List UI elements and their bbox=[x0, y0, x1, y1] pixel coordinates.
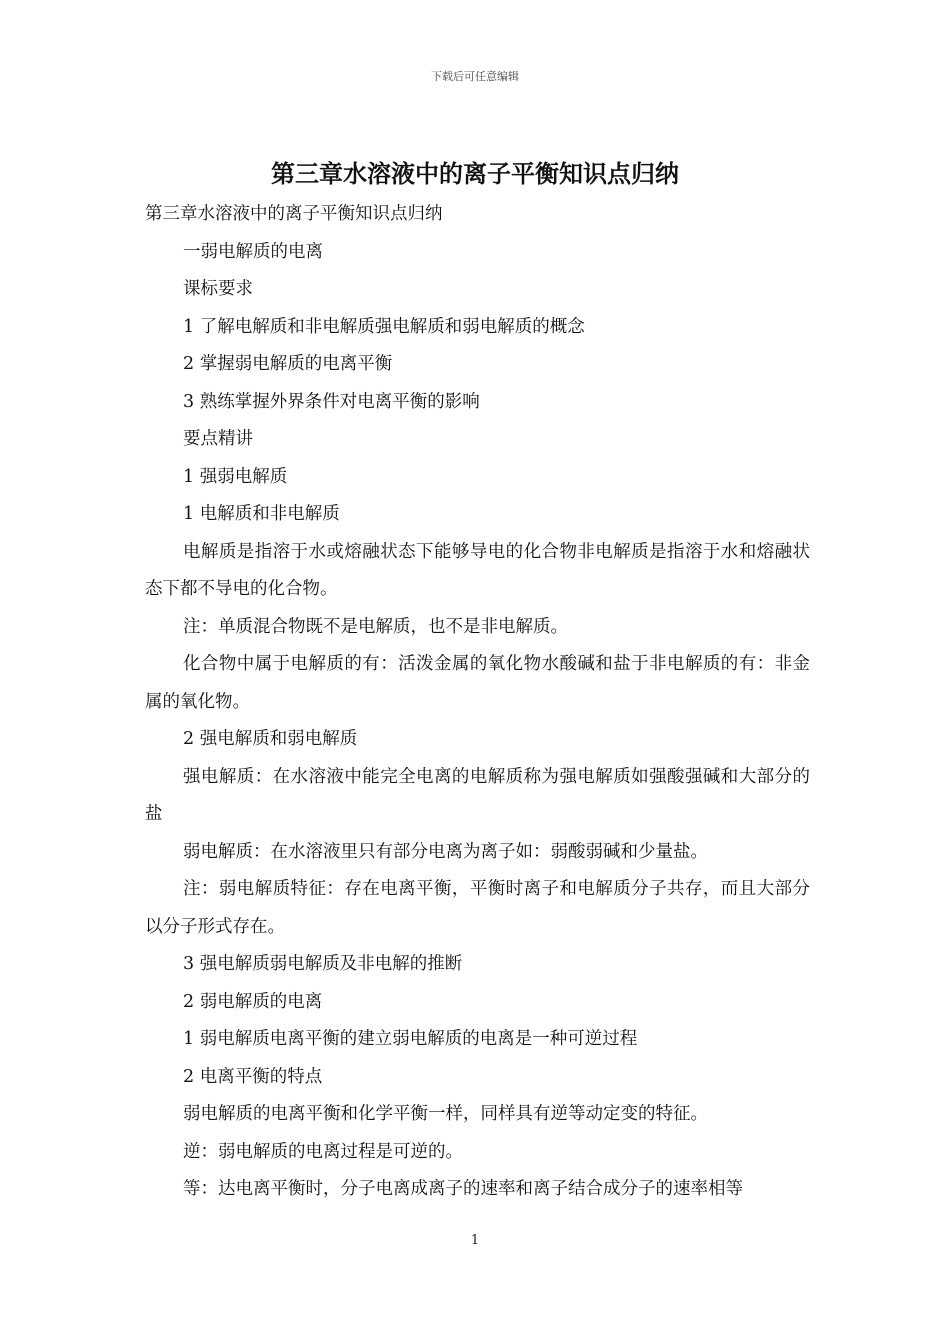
page-number: 1 bbox=[470, 1233, 480, 1248]
paragraph: 2 强电解质和弱电解质 bbox=[183, 729, 358, 749]
paragraph: 1 了解电解质和非电解质强电解质和弱电解质的概念 bbox=[183, 316, 585, 337]
paragraph: 等：达电离平衡时，分子电离成离子的速率和离子结合成分子的速率相等 bbox=[183, 1179, 743, 1199]
paragraph: 一弱电解质的电离 bbox=[183, 241, 323, 262]
paragraph: 2 弱电解质的电离 bbox=[183, 991, 323, 1012]
paragraph: 弱电解质：在水溶液里只有部分电离为离子如：弱酸弱碱和少量盐。 bbox=[183, 841, 708, 862]
paragraph: 逆：弱电解质的电离过程是可逆的。 bbox=[183, 1141, 463, 1162]
paragraph: 注：单质混合物既不是电解质，也不是非电解质。 bbox=[183, 616, 568, 637]
document-title: 第三章水溶液中的离子平衡知识点归纳 bbox=[271, 160, 679, 188]
paragraph: 3 强电解质弱电解质及非电解的推断 bbox=[183, 954, 463, 974]
paragraph: 1 弱电解质电离平衡的建立弱电解质的电离是一种可逆过程 bbox=[183, 1029, 638, 1049]
paragraph: 2 电离平衡的特点 bbox=[183, 1066, 323, 1087]
paragraph: 化合物中属于电解质的有：活泼金属的氧化物水酸碱和盐于非电解质的有：非金属的氧化物。 bbox=[145, 654, 810, 712]
paragraph: 3 熟练掌握外界条件对电离平衡的影响 bbox=[183, 391, 480, 412]
paragraph: 第三章水溶液中的离子平衡知识点归纳 bbox=[145, 204, 443, 224]
paragraph: 2 掌握弱电解质的电离平衡 bbox=[183, 354, 393, 374]
document-body bbox=[145, 196, 810, 1209]
paragraph: 要点精讲 bbox=[183, 429, 253, 449]
paragraph: 电解质是指溶于水或熔融状态下能够导电的化合物非电解质是指溶于水和熔融状态下都不导电的化合物。 bbox=[145, 541, 810, 599]
paragraph: 注：弱电解质特征：存在电离平衡，平衡时离子和电解质分子共存，而且大部分以分子形式存在。 bbox=[145, 879, 810, 937]
header-note: 下载后可任意编辑 bbox=[431, 70, 519, 83]
paragraph: 1 强弱电解质 bbox=[183, 466, 288, 487]
paragraph: 强电解质：在水溶液中能完全电离的电解质称为强电解质如强酸强碱和大部分的盐 bbox=[145, 766, 810, 824]
paragraph: 课标要求 bbox=[183, 279, 253, 299]
paragraph: 弱电解质的电离平衡和化学平衡一样，同样具有逆等动定变的特征。 bbox=[183, 1104, 708, 1124]
paragraph: 1 电解质和非电解质 bbox=[183, 504, 340, 524]
